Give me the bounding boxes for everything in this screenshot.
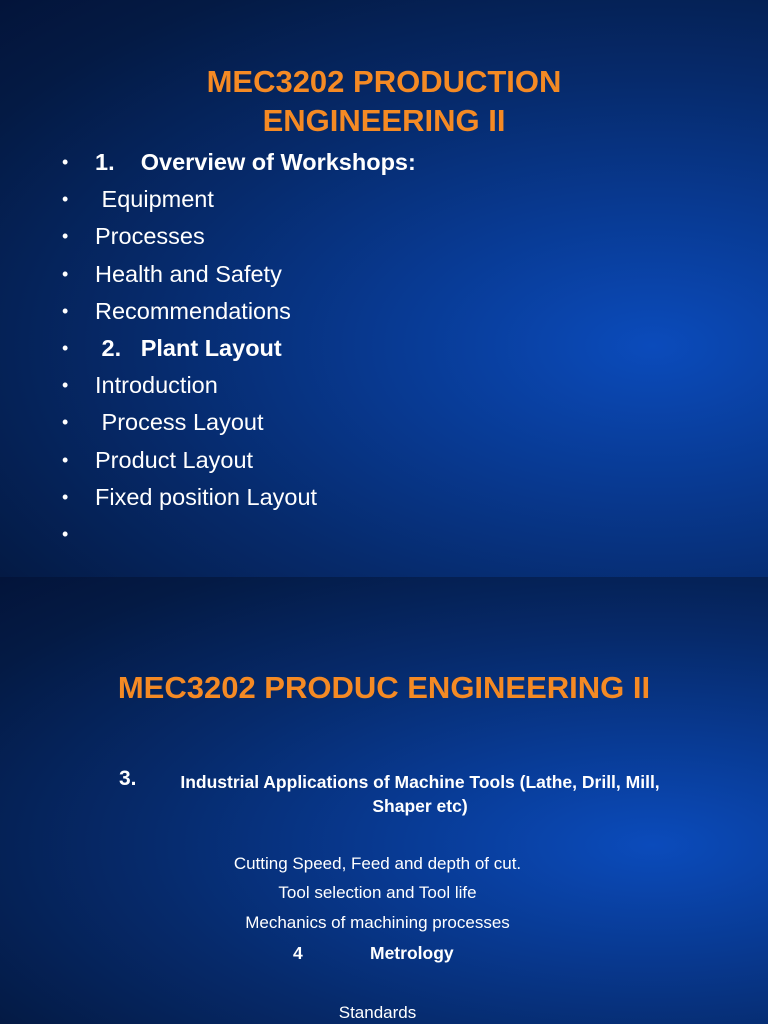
bullet-equipment [62,183,722,220]
bullet-text: Product Layout [95,446,254,473]
bullet-dot: • [62,300,69,321]
bullet-dot: • [62,412,69,433]
bullet-health-and-safety [62,258,722,295]
bullet-dot: • [62,523,69,544]
slide-1-title [0,62,768,140]
topic-mechanics-of-machining: Mechanics of machining processes [245,913,510,932]
slide-2-title: MEC3202 PRODUC ENGINEERING II [117,670,651,705]
section-4-number: 4 [293,943,303,963]
section-3-number: 3. [119,767,137,790]
bullet-product-layout [62,444,722,481]
bullet-dot: • [62,263,69,284]
slide-1-title-line-1: MEC3202 PRODUCTION [206,64,562,99]
bullet-text: Health and Safety [95,260,282,287]
slide-1-bullet-list [62,146,722,555]
bullet-text: Equipment [95,186,214,213]
section-3-heading: Industrial Applications of Machine Tools (Lathe, Drill, Mill, Shaper etc) [180,772,660,816]
bullet-text: Introduction [95,372,218,399]
topic-tool-selection: Tool selection and Tool life [278,883,477,902]
bullet-process-layout [62,406,722,443]
slide-2 [0,577,768,1024]
bullet-text: Recommendations [95,297,291,324]
topic-cutting-speed: Cutting Speed, Feed and depth of cut. [233,854,522,873]
bullet-recommendations [62,295,722,332]
slide-1-title-line-2: ENGINEERING II [262,103,506,138]
bullet-text: Processes [95,223,205,250]
bullet-text: 2. Plant Layout [95,334,282,361]
bullet-dot: • [62,189,69,210]
bullet-dot: • [62,226,69,247]
bullet-dot: • [62,449,69,470]
bullet-introduction [62,369,722,406]
bullet-text: 1. Overview of Workshops: [95,149,416,175]
bullet-empty [62,518,722,555]
topic-standards: Standards [338,1003,417,1022]
bullet-processes [62,220,722,257]
bullet-plant-layout [62,332,722,369]
bullet-dot: • [62,337,69,358]
bullet-fixed-position-layout [62,481,722,518]
bullet-dot: • [62,486,69,507]
bullet-dot: • [62,375,69,396]
bullet-overview-of-workshops [62,146,722,183]
bullet-dot: • [62,152,69,172]
section-4-heading: Metrology [370,943,454,963]
bullet-text: Process Layout [95,409,264,436]
bullet-text: Fixed position Layout [95,483,318,510]
